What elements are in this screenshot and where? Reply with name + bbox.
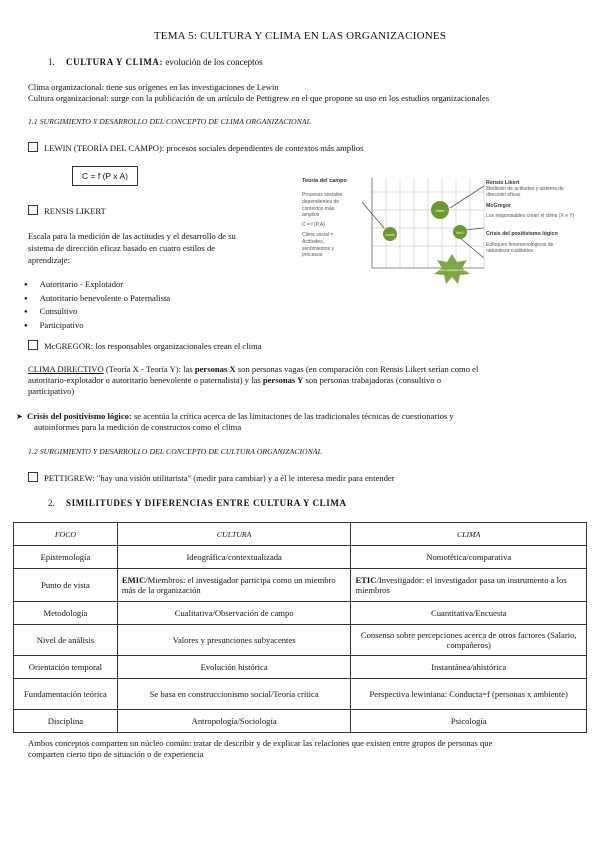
text-span: (Teoría X - Teoría Y): las — [105, 364, 195, 374]
text-line: participativo) — [28, 386, 75, 396]
diagram-item-title: Rensis Likert — [486, 180, 520, 186]
theory-diagram — [300, 172, 584, 288]
table-row — [14, 656, 587, 679]
formula-box: C = f (P x A) — [72, 166, 138, 186]
list-item: ● Consultivo — [24, 305, 170, 319]
table-header: CULTURA — [117, 523, 351, 546]
diagram-arrows — [362, 186, 484, 258]
conclusion-paragraph — [28, 738, 588, 760]
diagram-left-line: Procesos sociales — [302, 192, 343, 198]
table-cell: Evolución histórica — [117, 656, 351, 679]
page-title: TEMA 5: CULTURA Y CLIMA EN LAS ORGANIZACIONES — [153, 30, 447, 42]
table-cell: Disciplina — [14, 710, 118, 733]
text-span: /Miembros: el investigador participa como un miembro más de la organización — [121, 575, 336, 595]
diagram-circle-label: McG — [456, 231, 464, 235]
table-header: CLIMA — [351, 523, 587, 546]
table-cell: Ideográfica/contextualizada — [117, 546, 351, 569]
table-cell — [117, 569, 351, 602]
table-cell: Epistemología — [14, 546, 118, 569]
diagram-circle-label: Likert — [435, 209, 445, 213]
table-cell: Perspectiva lewiniana: Conducta=f (personas x ambiente) — [351, 679, 587, 710]
checkbox-icon — [28, 340, 38, 350]
diagram-item-line: Los responsables crean el clima (X e Y) — [486, 212, 575, 219]
personas-y: personas Y — [262, 375, 304, 385]
arrow-bullet-icon: ➤ — [16, 412, 23, 421]
diagram-left-line: Clima social = — [302, 231, 334, 238]
list-item: ● Participativo — [24, 319, 170, 333]
diagram-item-line: Medición de actitudes y sistema de — [486, 186, 564, 193]
table-header-row — [14, 523, 587, 546]
text-line: autoinformes para la medición de constructos como el clima — [34, 422, 242, 432]
table-cell: Metodología — [14, 602, 118, 625]
table-cell: Psicología — [351, 710, 587, 733]
table-cell: Nivel de análisis — [14, 625, 118, 656]
diagram-left-line: dependientes de — [302, 198, 339, 205]
section-2-title: SIMILITUDES Y DIFERENCIAS ENTRE CULTURA Y CLIMA — [66, 498, 347, 508]
subsection-1-2: 1.2 SURGIMIENTO Y DESARROLLO DEL CONCEPTO DE CULTURA ORGANIZACIONAL — [28, 447, 322, 456]
intro-cultura: Cultura organizacional: surge con la publicación de un artículo de Pettigrew en el que propone su uso en los estudios organizacionales — [28, 93, 490, 103]
lewin-label: LEWIN (TEORÍA DEL CAMPO): — [44, 143, 165, 153]
checkbox-icon — [28, 142, 38, 152]
table-cell: Cuantitativa/Encuesta — [351, 602, 587, 625]
clima-directivo-label: CLIMA DIRECTIVO — [28, 364, 104, 374]
likert-label: RENSIS LIKERT — [44, 206, 106, 216]
likert-line: Escala para la medición de las actitudes y el desarrollo de su — [28, 231, 236, 241]
checkbox-icon — [28, 205, 38, 215]
likert-line: aprendizaje: — [28, 255, 70, 265]
table-row — [14, 546, 587, 569]
text-span: son personas vagas (en comparación con Rensis Likert serían como el — [235, 364, 479, 374]
table-row — [14, 679, 587, 710]
diagram-left-title: Teoría del campo — [302, 178, 347, 184]
checkbox-icon — [28, 472, 38, 482]
diagram-item-title: McGregor — [486, 202, 512, 209]
section-2-number: 2. — [48, 498, 55, 508]
diagram-grid — [372, 178, 484, 268]
mcgregor-text: los responsables organizacionales crean el clima — [95, 341, 262, 351]
subsection-1-1: 1.1 SURGIMIENTO Y DESARROLLO DEL CONCEPTO DE CLIMA ORGANIZACIONAL — [28, 117, 311, 126]
table-cell: Consenso sobre percepciones acerca de otros factores (Salario, compañeros) — [351, 625, 587, 656]
diagram-item-title: Crisis del positivismo lógico — [486, 231, 558, 238]
section-1-subtitle: evolución de los conceptos — [165, 57, 263, 67]
diagram-left-line: Actitudes, — [302, 238, 324, 245]
clima-directivo-paragraph — [28, 364, 588, 397]
pettigrew-label: PETTIGREW: — [44, 473, 95, 483]
pettigrew-text: "hay una visión utilitarista" (medir para cambiar) y a él le interesa medir para entender — [96, 473, 395, 483]
section-1-heading — [48, 57, 263, 67]
diagram-circle-label: Lewin — [385, 233, 395, 237]
emic-label: EMIC — [121, 575, 146, 585]
comparison-table — [13, 522, 587, 733]
likert-styles-list — [24, 278, 170, 332]
lewin-item — [28, 142, 364, 154]
diagram-right-text — [486, 180, 582, 255]
crisis-label: Crisis del positivismo lógico: — [27, 411, 132, 421]
likert-description — [28, 230, 236, 266]
table-row — [14, 602, 587, 625]
diagram-left-line: contextos más — [302, 205, 335, 212]
diagram-left-line: C = f (P,A) — [302, 222, 325, 229]
table-cell: Antropología/Sociología — [117, 710, 351, 733]
table-cell — [351, 569, 587, 602]
diagram-left-line: amplios — [302, 212, 320, 219]
section-1-number: 1. — [48, 57, 55, 67]
table-row — [14, 625, 587, 656]
table-row — [14, 710, 587, 733]
personas-x: personas X — [194, 364, 236, 374]
table-cell: Valores y presunciones subyacentes — [117, 625, 351, 656]
lewin-text: procesos sociales dependientes de contextos más amplios — [166, 143, 364, 153]
etic-label: ETIC — [355, 575, 377, 585]
section-2-heading — [48, 498, 347, 508]
table-cell: Cualitativa/Observación de campo — [117, 602, 351, 625]
diagram-star-label: Clima organizacional — [438, 268, 466, 272]
crisis-paragraph — [16, 411, 586, 433]
text-line: comparten cierto tipo de situación o de experiencia — [28, 749, 204, 759]
table-cell: Orientación temporal — [14, 656, 118, 679]
diagram-item-line: naturaleza cualitativa — [486, 248, 533, 255]
table-cell: Fundamentación teórica — [14, 679, 118, 710]
table-row — [14, 569, 587, 602]
list-item: ● Autoritario - Explotador — [24, 278, 170, 292]
table-cell: Punto de vista — [14, 569, 118, 602]
text-line: Ambos conceptos comparten un núcleo común: tratar de describir y de explicar las relaciones que existen entre grupos de personas que — [28, 738, 493, 748]
text-span: autoritario-explotador o autoritario benevolente o paternalista) y las — [28, 375, 263, 385]
table-header: FOCO — [14, 523, 118, 546]
mcgregor-item — [28, 340, 262, 352]
pettigrew-item — [28, 472, 395, 484]
diagram-left-text — [302, 192, 342, 259]
list-item: ● Autoritario benevolente o Paternalista — [24, 292, 170, 306]
table-cell: Se basa en construccionismo social/Teoría crítica — [117, 679, 351, 710]
mcgregor-label: McGREGOR: — [44, 341, 94, 351]
text-span: son personas trabajadoras (consultivo o — [303, 375, 442, 385]
intro-clima: Clima organizacional: tiene sus orígenes en las investigaciones de Lewin — [28, 82, 279, 92]
section-1-title: CULTURA Y CLIMA: — [66, 57, 164, 67]
table-cell: Instantánea/ahistórica — [351, 656, 587, 679]
diagram-left-line: sentimientos y — [302, 245, 334, 252]
text-span: /Investigador: el investigador pasa un instrumento a los miembros — [355, 575, 567, 595]
text-span: se acentúa la crítica acerca de las limitaciones de las tradicionales técnicas de cuestionarios y — [133, 411, 454, 421]
table-cell: Nomotética/comparativa — [351, 546, 587, 569]
diagram-item-line: dirección eficaz — [486, 192, 521, 199]
diagram-item-line: Enfoques fenomenológicos de — [486, 242, 554, 249]
likert-line: sistema de dirección eficaz basado en cuatro estilos de — [28, 243, 216, 253]
likert-item — [28, 205, 106, 217]
diagram-left-line: procesos — [302, 252, 323, 259]
